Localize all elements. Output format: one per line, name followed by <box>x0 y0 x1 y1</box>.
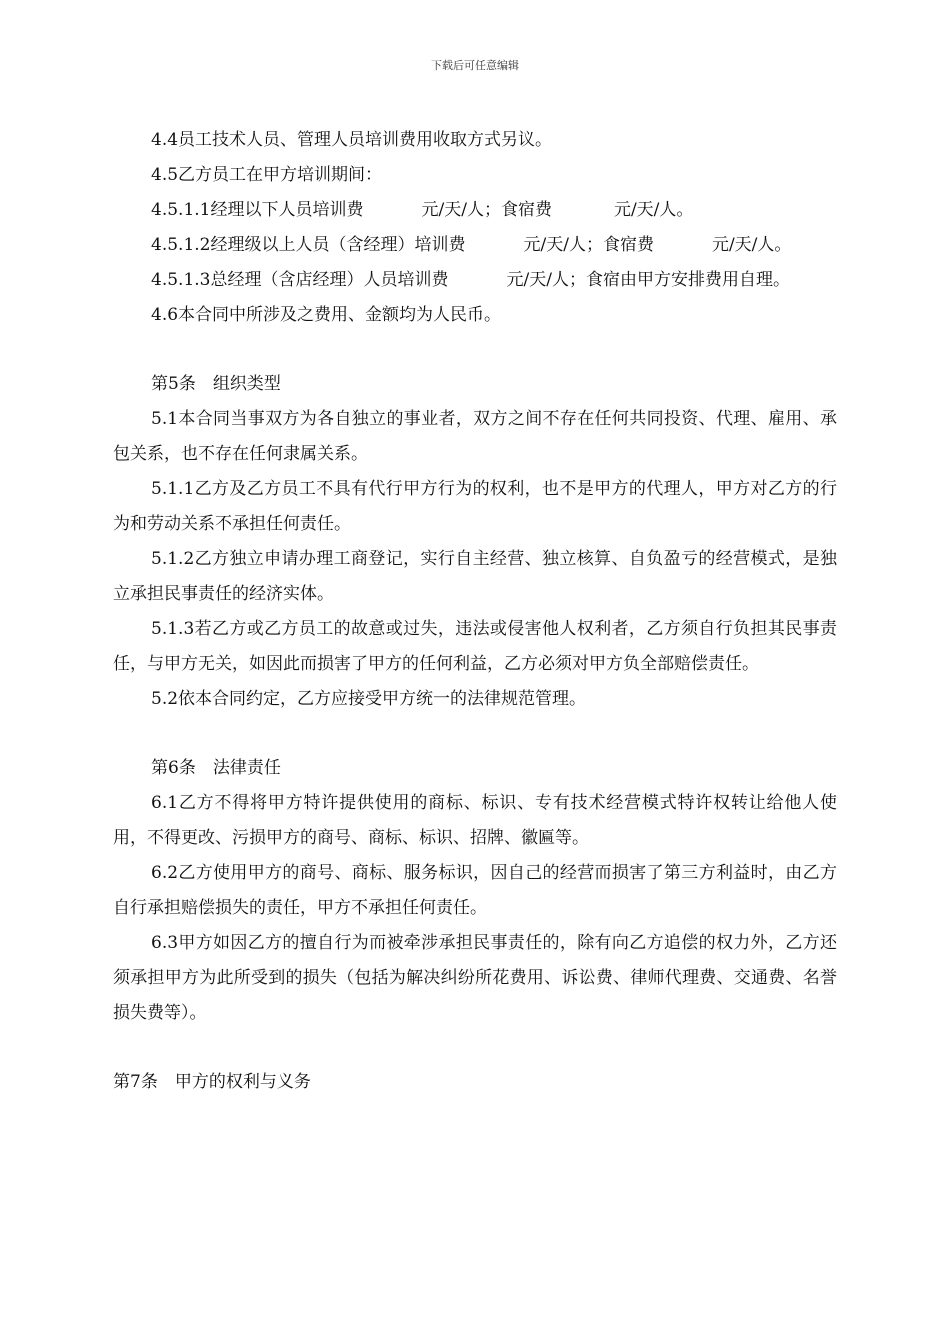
clause-5-2: 5.2依本合同约定，乙方应接受甲方统一的法律规范管理。 <box>151 689 587 709</box>
clause-4-5-1-1-part3: 元/天/人。 <box>613 200 694 220</box>
clause-6-2: 6.2乙方使用甲方的商号、商标、服务标识，因自己的经营而损害了第三方利益时，由乙方自行承担赔偿损失的责任，甲方不承担任何责任。 <box>113 863 837 918</box>
clause-4-5-1-2 <box>113 228 837 263</box>
clause-5-1-3: 5.1.3若乙方或乙方员工的故意或过失，违法或侵害他人权利者，乙方须自行负担其民事责任，与甲方无关，如因此而损害了甲方的任何利益，乙方必须对甲方负全部赔偿责任。 <box>113 619 837 674</box>
clause-4-5-1-2-part3: 元/天/人。 <box>711 235 792 255</box>
clause-4-5-1-2-part1: 4.5.1.2经理级以上人员（含经理）培训费 <box>151 235 466 255</box>
clause-5-1-2: 5.1.2乙方独立申请办理工商登记，实行自主经营、独立核算、自负盈亏的经营模式，是独立承担民事责任的经济实体。 <box>113 549 837 604</box>
clause-4-5-1-1-part1: 4.5.1.1经理以下人员培训费 <box>151 200 364 220</box>
clause-4-5-1-1-part2: 元/天/人；食宿费 <box>421 200 552 220</box>
clause-5-1: 5.1本合同当事双方为各自独立的事业者，双方之间不存在任何共同投资、代理、雇用、承包关系，也不存在任何隶属关系。 <box>113 409 837 464</box>
section-gap <box>113 717 837 751</box>
section-gap <box>113 1031 837 1065</box>
section-5-heading: 第5条 组织类型 <box>151 374 281 394</box>
clause-4-5-1-3-part2: 元/天/人；食宿由甲方安排费用自理。 <box>506 270 790 290</box>
clause-4-4: 4.4员工技术人员、管理人员培训费用收取方式另议。 <box>151 130 553 150</box>
clause-4-6: 4.6本合同中所涉及之费用、金额均为人民币。 <box>151 305 502 325</box>
clause-4-5-1-1 <box>113 193 837 228</box>
clause-5-1-1: 5.1.1乙方及乙方员工不具有代行甲方行为的权利，也不是甲方的代理人，甲方对乙方的行为和劳动关系不承担任何责任。 <box>113 479 837 534</box>
clause-6-1: 6.1乙方不得将甲方特许提供使用的商标、标识、专有技术经营模式特许权转让给他人使用，不得更改、污损甲方的商号、商标、标识、招牌、徽匾等。 <box>113 793 837 848</box>
section-7-heading: 第7条 甲方的权利与义务 <box>113 1072 311 1092</box>
clause-6-3: 6.3甲方如因乙方的擅自行为而被牵涉承担民事责任的，除有向乙方追偿的权力外，乙方还须承担甲方为此所受到的损失（包括为解决纠纷所花费用、诉讼费、律师代理费、交通费、名誉损失费等）。 <box>113 933 837 1023</box>
clause-4-5-1-3-part1: 4.5.1.3总经理（含店经理）人员培训费 <box>151 270 449 290</box>
section-6-heading: 第6条 法律责任 <box>151 758 281 778</box>
section-gap <box>113 333 837 367</box>
document-body <box>113 123 837 1100</box>
page-header: 下载后可任意编辑 <box>431 59 519 72</box>
clause-4-5-1-2-part2: 元/天/人；食宿费 <box>523 235 654 255</box>
clause-4-5: 4.5乙方员工在甲方培训期间： <box>151 165 383 185</box>
clause-4-5-1-3 <box>113 263 837 298</box>
